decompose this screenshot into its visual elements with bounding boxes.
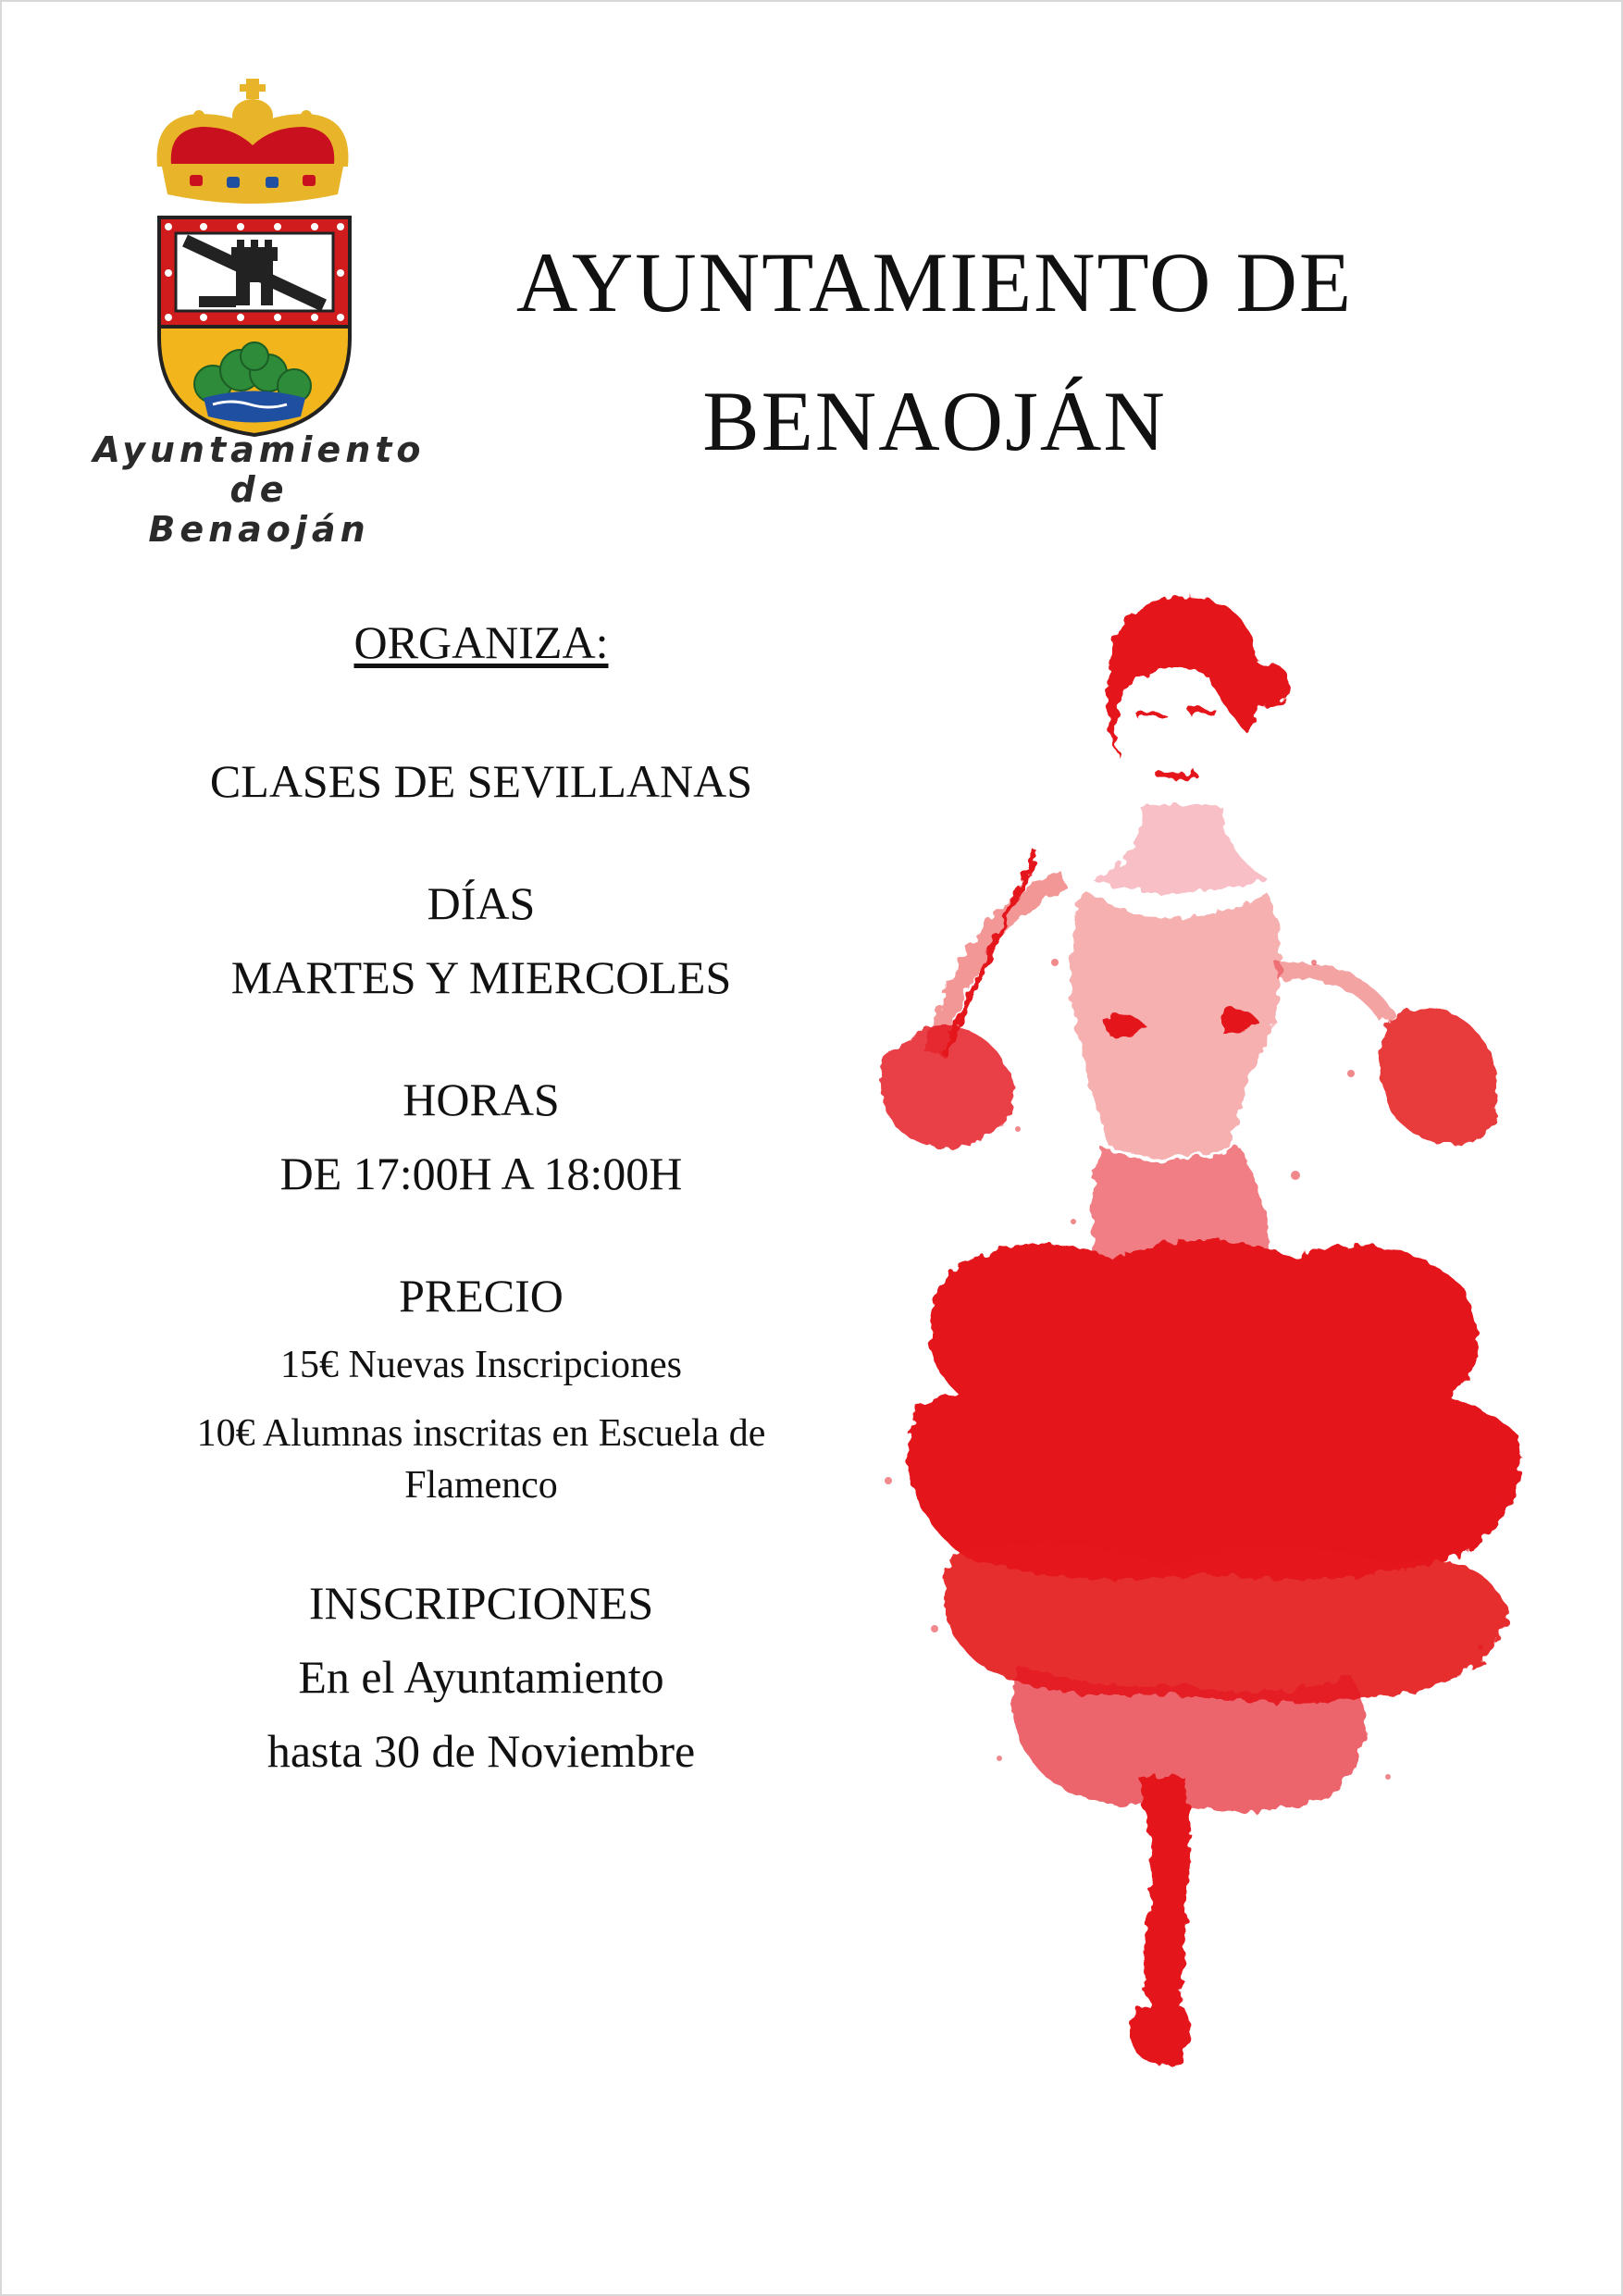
hours-value: DE 17:00H A 18:00H [279,1148,683,1199]
days-value: MARTES Y MIERCOLES [230,951,732,1003]
crown-icon [157,79,349,204]
registration-deadline: hasta 30 de Noviembre [266,1725,696,1777]
logo-line-2: de [229,469,289,510]
page-title [444,213,1425,490]
coat-of-arms-icon [148,79,361,449]
organiza-heading: ORGANIZA: [353,616,609,668]
registration-place: En el Ayuntamiento [298,1651,664,1703]
days-label: DÍAS [427,877,536,929]
price-enrolled-line-1: 10€ Alumnas inscritas en Escuela de [196,1412,766,1455]
info-column [111,615,851,1778]
flamenco-dancer-illustration [833,574,1555,2128]
activity-name: CLASES DE SEVILLANAS [209,755,753,807]
registration-label: INSCRIPCIONES [308,1577,654,1629]
price-enrolled-line-2: Flamenco [404,1464,558,1507]
price-label: PRECIO [399,1270,564,1322]
price-new: 15€ Nuevas Inscripciones [280,1344,682,1386]
hours-label: HORAS [403,1074,560,1125]
title-line-1: AYUNTAMIENTO DE [515,235,1354,329]
logo-caption [65,430,453,550]
title-line-2: BENAOJÁN [702,374,1167,468]
logo-line-1: Ayuntamiento [93,429,426,470]
shield-icon [159,217,350,435]
logo-line-3: Benaoján [148,509,370,550]
